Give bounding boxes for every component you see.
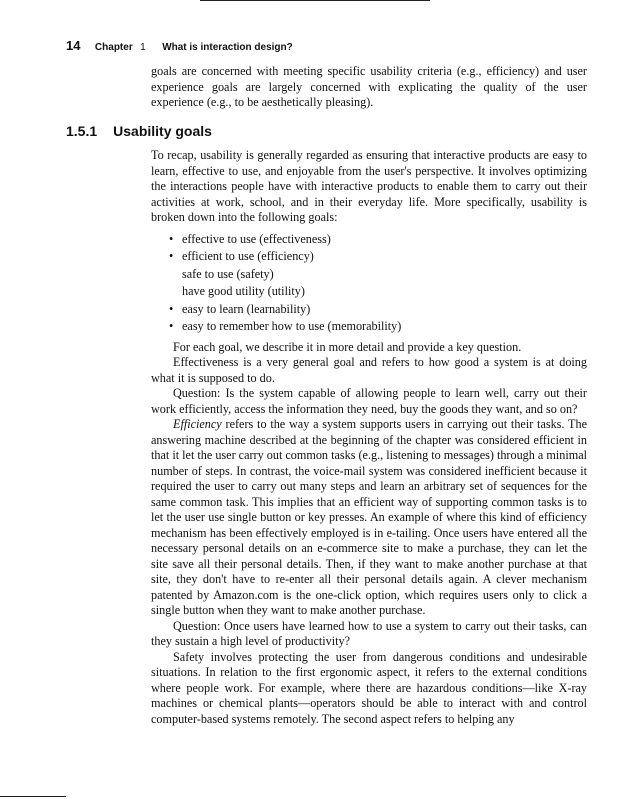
efficiency-question: Question: Once users have learned how to use a system to carry out their tasks, can they sustain a high level of productivity? [151, 618, 587, 648]
effectiveness-question: Question: Is the system capable of allowing people to learn well, carry out their work efficiently, access the information they need, buy the goods they want, and so on? [151, 386, 587, 416]
list-item: have good utility (utility) [182, 284, 305, 298]
list-item: • easy to remember how to use (memorability) [169, 318, 587, 336]
running-header [66, 37, 293, 55]
intro-paragraph: goals are concerned with meeting specific usability criteria (e.g., efficiency) and user experience goals are largely concerned with explicating the quality of the user experience (e.g., to be aesthetically pleasing). [151, 64, 587, 109]
chapter-title: What is interaction design? [162, 42, 293, 53]
section-heading [66, 123, 212, 139]
efficiency-term: Efficiency [173, 417, 222, 431]
section-title: Usability goals [113, 123, 212, 139]
list-item: • efficient to use (efficiency) [169, 248, 587, 266]
bottom-rule [0, 796, 66, 797]
list-item: • effective to use (effectiveness) [169, 231, 587, 249]
efficiency-paragraph [151, 417, 587, 619]
effectiveness-paragraph: Effectiveness is a very general goal and refers to how good a system is at doing what it is supposed to do. [151, 355, 587, 385]
list-item: safe to use (safety) [182, 266, 274, 281]
safety-paragraph: Safety involves protecting the user from dangerous conditions and undesirable situations. In relation to the first ergonomic aspect, it refers to the external conditions where people work. For example, where there are hazardous conditions—like X-ray machines or chemical plants—operators should be able to interact with and control computer-based systems remotely. The second aspect refers to helping any [151, 649, 587, 726]
chapter-label: Chapter [94, 42, 133, 53]
list-item: • easy to learn (learnability) [169, 301, 587, 319]
efficiency-body: refers to the way a system supports users in carrying out their tasks. The answering machine described at the beginning of the chapter was considered efficient in that it let the user carry out common tasks (e.g., listening to messages) through a minimal number of steps. In contrast, the voice-mail system was considered inefficient because it required the user to carry out many steps and learn an arbitrary set of sequences for the same common task. This implies that an efficient way of supporting common tasks is to let the user use single button or key presses. An example of where this kind of efficiency mechanism has been effectively employed is in e-tailing. Once users have entered all the necessary personal details on an e-commerce site to make a purchase, they can let the site save all their personal details. Then, if they want to make another purchase at that site, they don't have to re-enter all their personal details again. A clever mechanism patented by Amazon.com is the one-click option, which requires users only to click a single button when they want to make another purchase. [151, 417, 587, 617]
page-number: 14 [66, 38, 81, 53]
each-goal-paragraph: For each goal, we describe it in more detail and provide a key question. [173, 339, 522, 354]
intro-block [151, 64, 587, 111]
recap-paragraph: To recap, usability is generally regarded as ensuring that interactive products are easy to learn, effective to use, and enjoyable from the user's perspective. It involves optimizing the interactions people have with interactive products to enable them to carry out their activities at work, school, and in their everyday life. More specifically, usability is broken down into the following goals: [151, 148, 587, 224]
top-rule [200, 0, 430, 1]
body-block [151, 148, 587, 727]
goals-list [151, 231, 587, 336]
section-number: 1.5.1 [66, 123, 98, 139]
chapter-number: 1 [140, 42, 146, 53]
